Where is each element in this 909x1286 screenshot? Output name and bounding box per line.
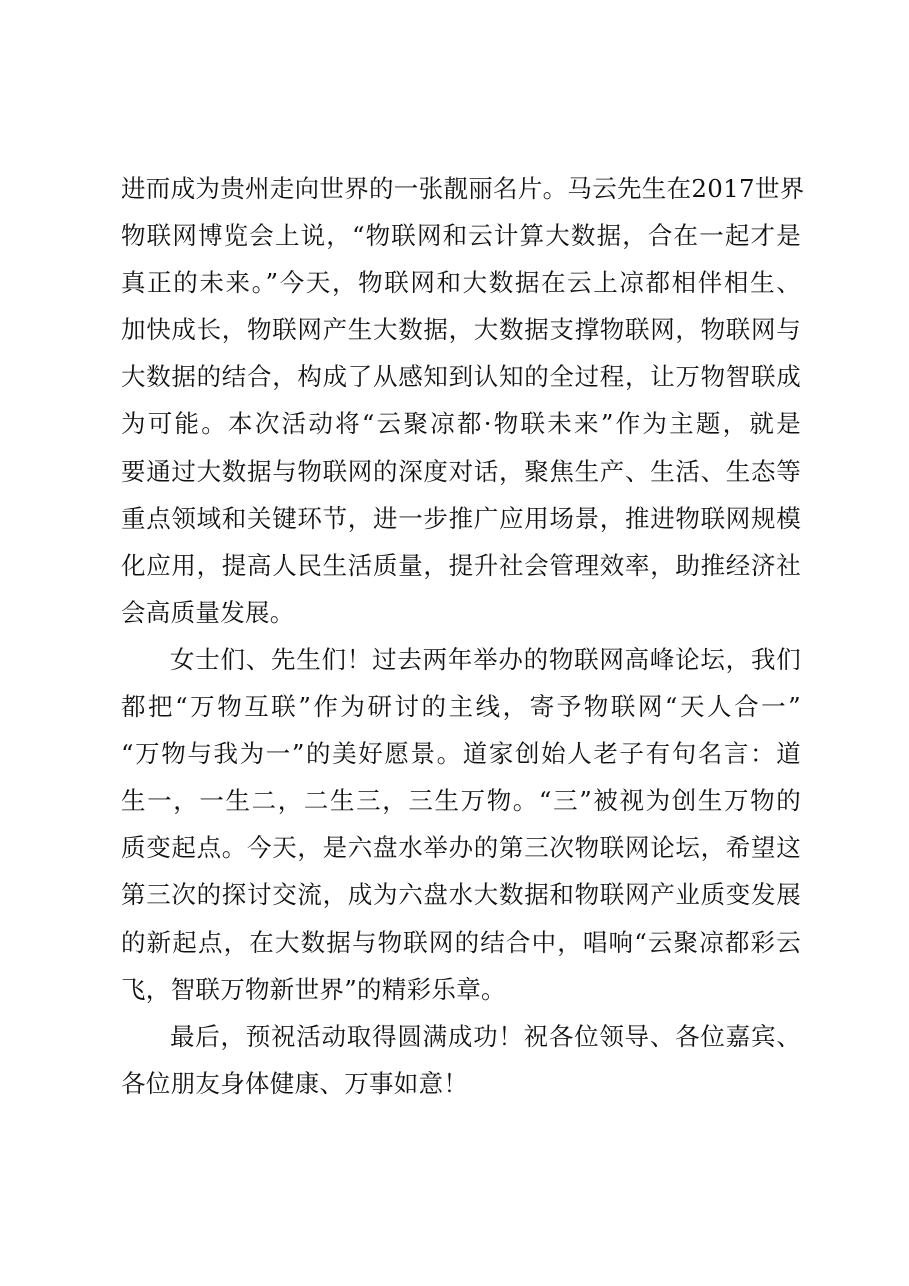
text-line: 进而成为贵州走向世界的一张靓丽名片。马云先生在2017世界 [121, 174, 805, 203]
text-line: 化应用，提高人民生活质量，提升社会管理效率，助推经济社 [121, 550, 801, 580]
text-line: 第三次的探讨交流，成为六盘水大数据和物联网产业质变发展 [121, 880, 801, 910]
paragraph-2 [121, 636, 801, 1013]
text-line: 女士们、先生们！过去两年举办的物联网高峰论坛，我们 [170, 644, 801, 674]
text-line: 真正的未来。”今天，物联网和大数据在云上凉都相伴相生、 [121, 268, 801, 298]
text-line: 加快成长，物联网产生大数据，大数据支撑物联网，物联网与 [121, 315, 801, 345]
text-line: 会高质量发展。 [121, 597, 295, 627]
text-line: 要通过大数据与物联网的深度对话，聚焦生产、生活、生态等 [121, 456, 801, 486]
text-line: 质变起点。今天，是六盘水举办的第三次物联网论坛，希望这 [121, 833, 801, 863]
paragraph-3 [121, 1013, 801, 1107]
text-line: 各位朋友身体健康、万事如意！ [121, 1068, 469, 1098]
document-body [121, 165, 805, 1107]
paragraph-1 [121, 165, 805, 636]
text-line: 生一，一生二，二生三，三生万物。“三”被视为创生万物的 [121, 786, 801, 816]
text-line: 物联网博览会上说，“物联网和云计算大数据，合在一起才是 [121, 221, 801, 251]
text-line: 重点领域和关键环节，进一步推广应用场景，推进物联网规模 [121, 503, 801, 533]
text-line: 都把“万物互联”作为研讨的主线，寄予物联网“天人合一” [121, 692, 801, 722]
text-line: “万物与我为一”的美好愿景。道家创始人老子有句名言：道 [121, 739, 801, 769]
text-line: 大数据的结合，构成了从感知到认知的全过程，让万物智联成 [121, 362, 801, 392]
text-line: 的新起点，在大数据与物联网的结合中，唱响“云聚凉都彩云 [121, 927, 801, 957]
text-line: 飞，智联万物新世界”的精彩乐章。 [121, 974, 506, 1004]
text-line: 为可能。本次活动将“云聚凉都·物联未来”作为主题，就是 [121, 409, 801, 439]
text-line: 最后，预祝活动取得圆满成功！祝各位领导、各位嘉宾、 [170, 1021, 801, 1051]
